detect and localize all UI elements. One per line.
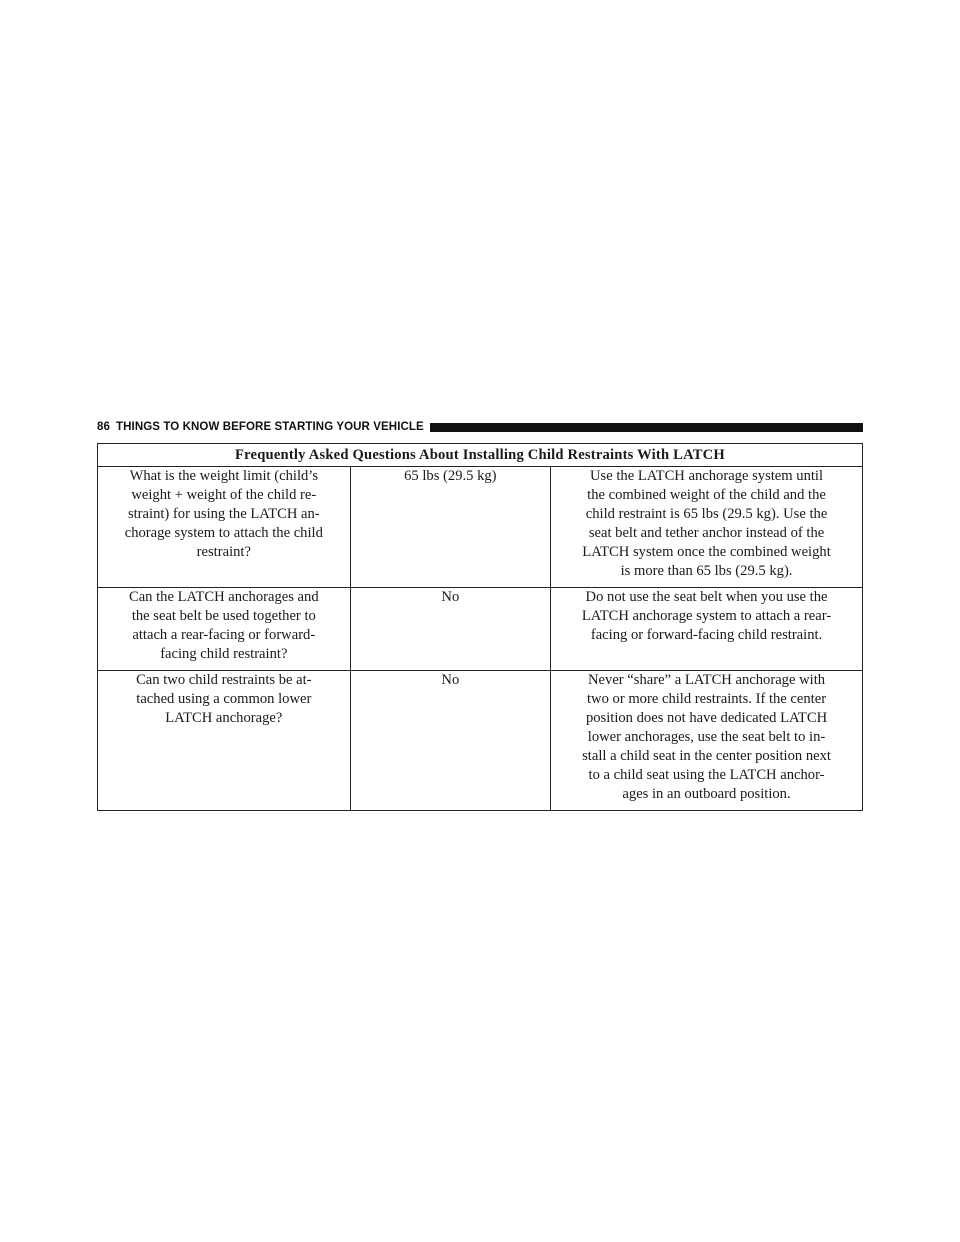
question-line: Can the LATCH anchorages and — [128, 589, 319, 605]
faq-table — [97, 443, 863, 811]
details-line: LATCH anchorage system to attach a rear- — [581, 608, 832, 624]
page-header — [97, 420, 863, 434]
answer-line: No — [441, 589, 460, 605]
details-line: stall a child seat in the center position next — [582, 748, 831, 764]
details-line: is more than 65 lbs (29.5 kg). — [620, 563, 793, 579]
section-title: THINGS TO KNOW BEFORE STARTING YOUR VEHICLE — [116, 421, 424, 433]
details-line: two or more child restraints. If the center — [586, 691, 827, 707]
details-line: position does not have dedicated LATCH — [585, 710, 828, 726]
answer-cell — [350, 671, 550, 811]
question-line: facing child restraint? — [160, 646, 288, 662]
answer-line: 65 lbs (29.5 kg) — [404, 468, 497, 484]
details-line: Do not use the seat belt when you use the — [585, 589, 828, 605]
question-line: restraint? — [196, 544, 251, 560]
question-line: chorage system to attach the child — [124, 525, 323, 541]
details-line: lower anchorages, use the seat belt to in- — [587, 729, 826, 745]
question-line: tached using a common lower — [136, 691, 312, 707]
answer-cell — [350, 588, 550, 671]
header-rule — [430, 423, 863, 432]
question-line: What is the weight limit (child’s — [129, 468, 319, 484]
details-line: LATCH system once the combined weight — [582, 544, 831, 560]
details-line: the combined weight of the child and the — [587, 487, 826, 503]
details-cell — [551, 588, 863, 671]
details-line: to a child seat using the LATCH anchor- — [588, 767, 825, 783]
page-number: 86 — [97, 421, 110, 433]
details-cell — [551, 467, 863, 588]
details-line: child restraint is 65 lbs (29.5 kg). Use the — [585, 506, 828, 522]
details-line: Never “share” a LATCH anchorage with — [588, 672, 826, 688]
answer-line: No — [441, 672, 460, 688]
table-row — [98, 671, 863, 811]
table-title: Frequently Asked Questions About Installing Child Restraints With LATCH — [98, 444, 863, 467]
question-line: the seat belt be used together to — [131, 608, 316, 624]
question-line: LATCH anchorage? — [165, 710, 283, 726]
table-row — [98, 588, 863, 671]
details-line: ages in an outboard position. — [622, 786, 791, 802]
question-cell — [98, 588, 351, 671]
table-title-row — [98, 444, 863, 467]
question-cell — [98, 671, 351, 811]
question-line: straint) for using the LATCH an- — [127, 506, 320, 522]
details-line: Use the LATCH anchorage system until — [590, 468, 824, 484]
question-line: attach a rear-facing or forward- — [132, 627, 316, 643]
details-line: seat belt and tether anchor instead of the — [588, 525, 825, 541]
details-cell — [551, 671, 863, 811]
answer-cell — [350, 467, 550, 588]
question-cell — [98, 467, 351, 588]
question-line: weight + weight of the child re- — [131, 487, 317, 503]
question-line: Can two child restraints be at- — [136, 672, 312, 688]
details-line: facing or forward-facing child restraint. — [590, 627, 823, 643]
table-row — [98, 467, 863, 588]
